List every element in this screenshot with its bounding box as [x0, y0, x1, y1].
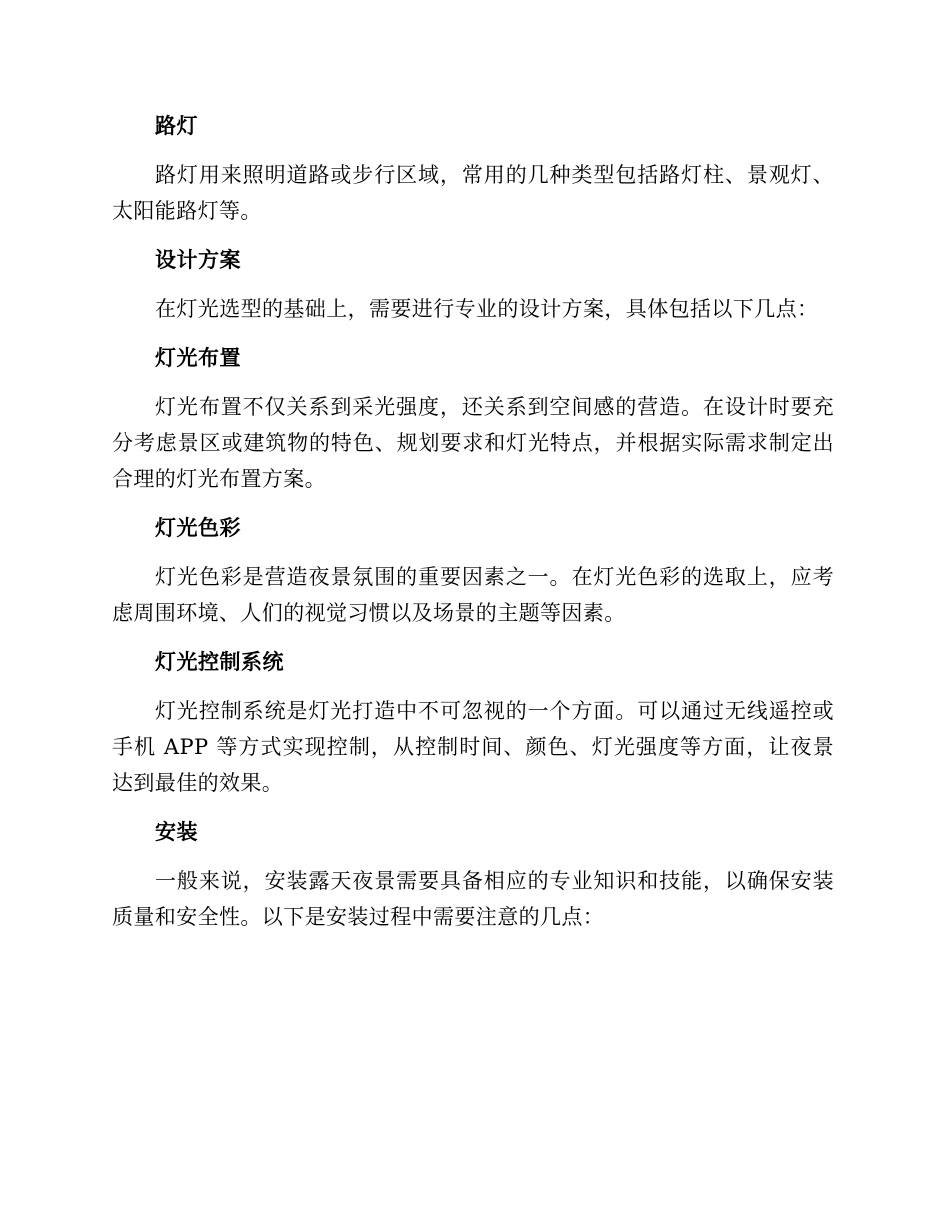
section-paragraph-lighting-layout: 灯光布置不仅关系到采光强度，还关系到空间感的营造。在设计时要充分考虑景区或建筑物的特色、规划要求和灯光特点，并根据实际需求制定出合理的灯光布置方案。: [112, 395, 834, 491]
section-paragraph-street-lights: 路灯用来照明道路或步行区域，常用的几种类型包括路灯柱、景观灯、太阳能路灯等。: [112, 163, 834, 223]
section-heading-installation: 安装: [155, 820, 198, 844]
section-paragraph-lighting-control: 灯光控制系统是灯光打造中不可忽视的一个方面。可以通过无线遥控或手机 APP 等方式实现控制，从控制时间、颜色、灯光强度等方面，让夜景达到最佳的效果。: [112, 699, 834, 795]
section-heading-lighting-layout: 灯光布置: [155, 346, 241, 370]
document-body: [112, 108, 834, 948]
section-heading-street-lights: 路灯: [155, 114, 198, 138]
section-paragraph-design-plan: 在灯光选型的基础上，需要进行专业的设计方案，具体包括以下几点：: [155, 297, 819, 321]
section-heading-lighting-color: 灯光色彩: [155, 516, 241, 540]
section-paragraph-installation: 一般来说，安装露天夜景需要具备相应的专业知识和技能，以确保安装质量和安全性。以下是安装过程中需要注意的几点：: [112, 869, 834, 929]
section-heading-lighting-control: 灯光控制系统: [155, 650, 284, 674]
section-paragraph-lighting-color: 灯光色彩是营造夜景氛围的重要因素之一。在灯光色彩的选取上，应考虑周围环境、人们的视觉习惯以及场景的主题等因素。: [112, 565, 834, 625]
section-heading-design-plan: 设计方案: [155, 248, 241, 272]
